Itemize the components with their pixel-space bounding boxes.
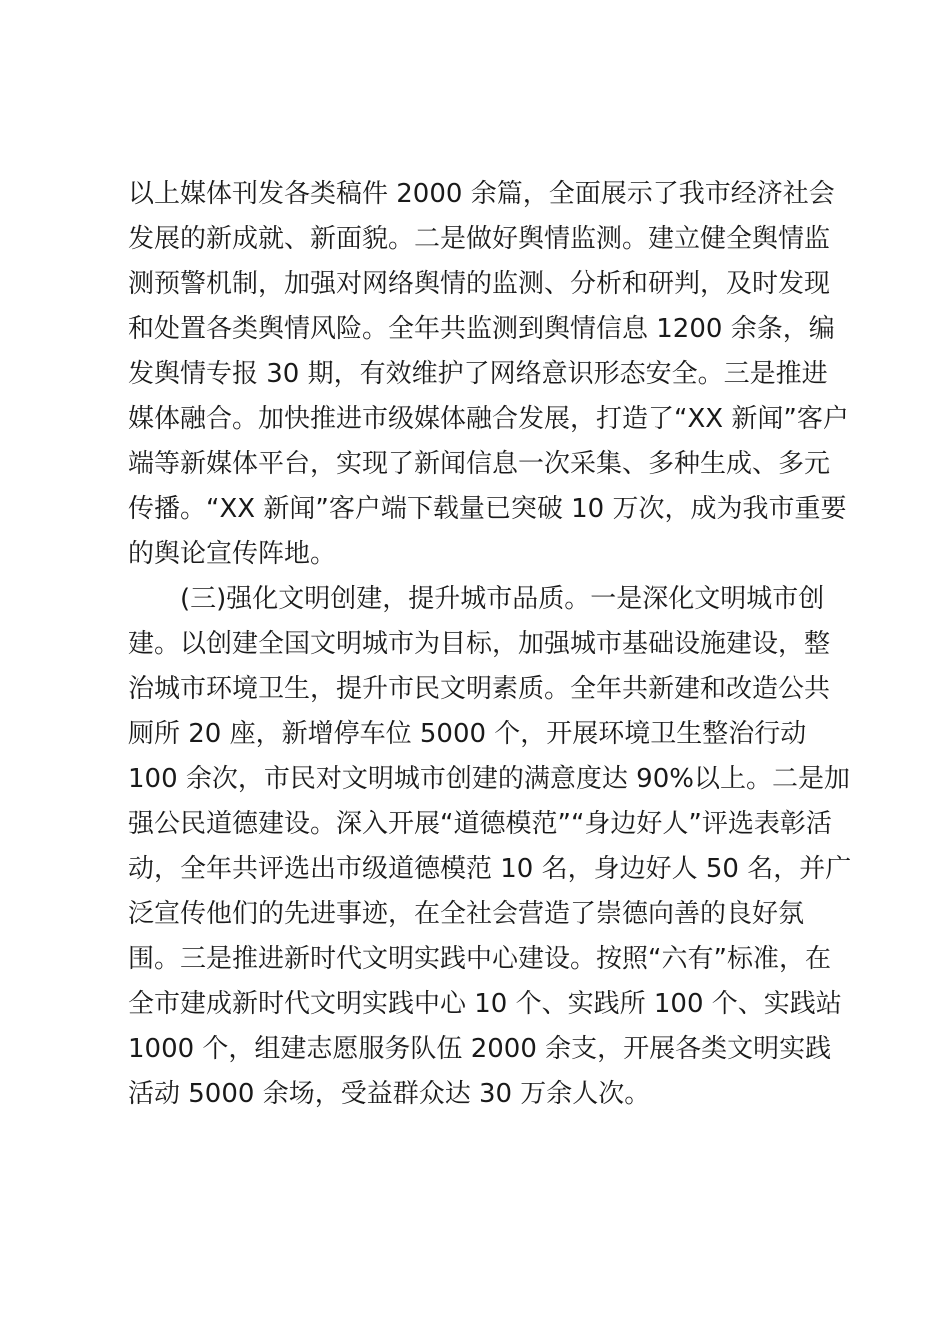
text-line: 强公民道德建设。深入开展“道德模范”“身边好人”评选表彰活 — [128, 809, 832, 839]
text-line: 传播。“XX 新闻”客户端下载量已突破 10 万次，成为我市重要 — [128, 494, 847, 524]
text-line: 全市建成新时代文明实践中心 10 个、实践所 100 个、实践站 — [128, 989, 842, 1019]
text-line: 围。三是推进新时代文明实践中心建设。按照“六有”标准，在 — [128, 944, 831, 974]
document-body — [128, 172, 852, 1117]
text-line: 动，全年共评选出市级道德模范 10 名，身边好人 50 名，并广 — [128, 854, 852, 884]
text-line: 发展的新成就、新面貌。二是做好舆情监测。建立健全舆情监 — [128, 224, 831, 254]
section-heading-line: (三)强化文明创建，提升城市品质。一是深化文明城市创 — [180, 584, 825, 614]
text-line: 发舆情专报 30 期，有效维护了网络意识形态安全。三是推进 — [128, 359, 828, 389]
text-line: 泛宣传他们的先进事迹，在全社会营造了崇德向善的良好氛 — [128, 899, 805, 929]
text-line: 1000 个，组建志愿服务队伍 2000 余支，开展各类文明实践 — [128, 1034, 832, 1064]
text-line: 活动 5000 余场，受益群众达 30 万余人次。 — [128, 1079, 651, 1109]
text-line: 端等新媒体平台，实现了新闻信息一次采集、多种生成、多元 — [128, 449, 831, 479]
text-line: 厕所 20 座，新增停车位 5000 个，开展环境卫生整治行动 — [128, 719, 807, 749]
text-line: 和处置各类舆情风险。全年共监测到舆情信息 1200 余条，编 — [128, 314, 835, 344]
text-line: 测预警机制，加强对网络舆情的监测、分析和研判，及时发现 — [128, 269, 831, 299]
text-line: 治城市环境卫生，提升市民文明素质。全年共新建和改造公共 — [128, 674, 831, 704]
text-line: 媒体融合。加快推进市级媒体融合发展，打造了“XX 新闻”客户 — [128, 404, 849, 434]
text-line: 建。以创建全国文明城市为目标，加强城市基础设施建设，整 — [128, 629, 831, 659]
text-line: 以上媒体刊发各类稿件 2000 余篇，全面展示了我市经济社会 — [128, 179, 835, 209]
text-line: 的舆论宣传阵地。 — [128, 539, 337, 569]
text-line: 100 余次，市民对文明城市创建的满意度达 90%以上。二是加 — [128, 764, 850, 794]
